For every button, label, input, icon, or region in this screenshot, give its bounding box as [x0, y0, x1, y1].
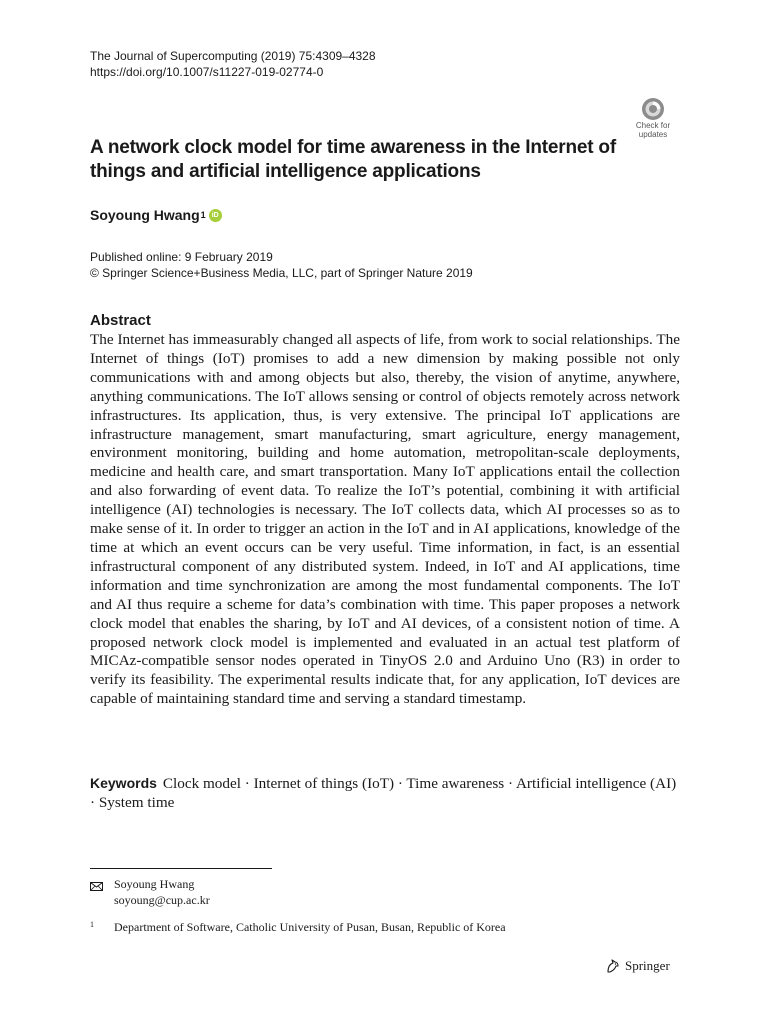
abstract-text: The Internet has immeasurably changed all aspects of life, from work to social relationships. The Internet of things (IoT) promises to add a new dimension by making possible not only communications with and among objects but also, thereby, the vision of anytime, anywhere, anything communications. The IoT allows sensing or control of objects remotely across network infrastructures. Its application, thus, is very extensive. The principal IoT applications are infrastructure management, smart manufacturing, smart agriculture, energy management, environment monitoring, building and home automation, metropolitan-scale deployments, medicine and health care, and smart transportation. Many IoT applications entail the collection and also forwarding of event data. To realize the IoT’s potential, combining it with artificial intelligence (AI) technologies is necessary. The IoT collects data, which AI processes so as to make sense of it. In order to trigger an action in the IoT and in AI applications, knowledge of the time at which an event occurs can be very useful. Time information, in fact, is an essential infrastructural component of any distributed system. Indeed, in IoT and AI applications, time information and time synchronization are among the most fundamental components. The IoT and AI thus require a scheme for data’s combination with time. This paper proposes a network clock model that enables the sharing, by IoT and AI devices, of a consistent notion of time. A proposed network clock model is implemented and evaluated in an actual test platform of MICAz-compatible sensor nodes operated in TinyOS 2.0 and Arduino Uno (R3) in order to verify its feasibility. The experimental results indicate that, for any application, IoT devices are capable of maintaining standard time and serving a standard timestamp. — [90, 331, 680, 708]
paper-title: A network clock model for time awareness in the Internet of things and artificial intelligence applications — [90, 137, 616, 182]
envelope-icon — [90, 876, 114, 895]
copyright-notice: © Springer Science+Business Media, LLC, part of Springer Nature 2019 — [90, 266, 473, 280]
check-for-updates-badge[interactable] — [627, 97, 679, 142]
publisher-logo — [605, 958, 670, 974]
check-for-updates-icon — [641, 97, 665, 121]
keywords-block — [90, 774, 680, 812]
affiliation-text: Department of Software, Catholic University of Pusan, Busan, Republic of Korea — [114, 920, 506, 934]
corresponding-author-name: Soyoung Hwang — [114, 877, 195, 891]
author-line — [90, 207, 222, 223]
affiliation-number: 1 — [90, 920, 94, 929]
author-affiliation-mark: 1 — [200, 210, 206, 220]
check-for-updates-line1: Check for — [635, 121, 671, 130]
publication-info — [90, 249, 473, 281]
keywords-text: Clock model · Internet of things (IoT) · Time awareness · Artificial intelligence (AI) · System time — [90, 775, 677, 811]
check-for-updates-line2: updates — [638, 130, 668, 139]
keywords-label: Keywords — [90, 775, 157, 791]
affiliation-footnote — [90, 919, 506, 935]
correspondence-block — [90, 876, 210, 908]
author-name[interactable]: Soyoung Hwang — [90, 207, 200, 223]
journal-citation: The Journal of Supercomputing (2019) 75:4309–4328 — [90, 49, 376, 63]
abstract-heading: Abstract — [90, 312, 151, 329]
publisher-name: Springer — [625, 958, 670, 973]
footnote-divider — [90, 868, 272, 869]
published-date: Published online: 9 February 2019 — [90, 250, 273, 264]
corresponding-author-email[interactable]: soyoung@cup.ac.kr — [114, 893, 210, 907]
journal-header — [90, 48, 376, 80]
doi-link[interactable]: https://doi.org/10.1007/s11227-019-02774-0 — [90, 65, 324, 79]
springer-horse-icon — [605, 958, 621, 974]
orcid-icon[interactable]: iD — [209, 209, 222, 222]
